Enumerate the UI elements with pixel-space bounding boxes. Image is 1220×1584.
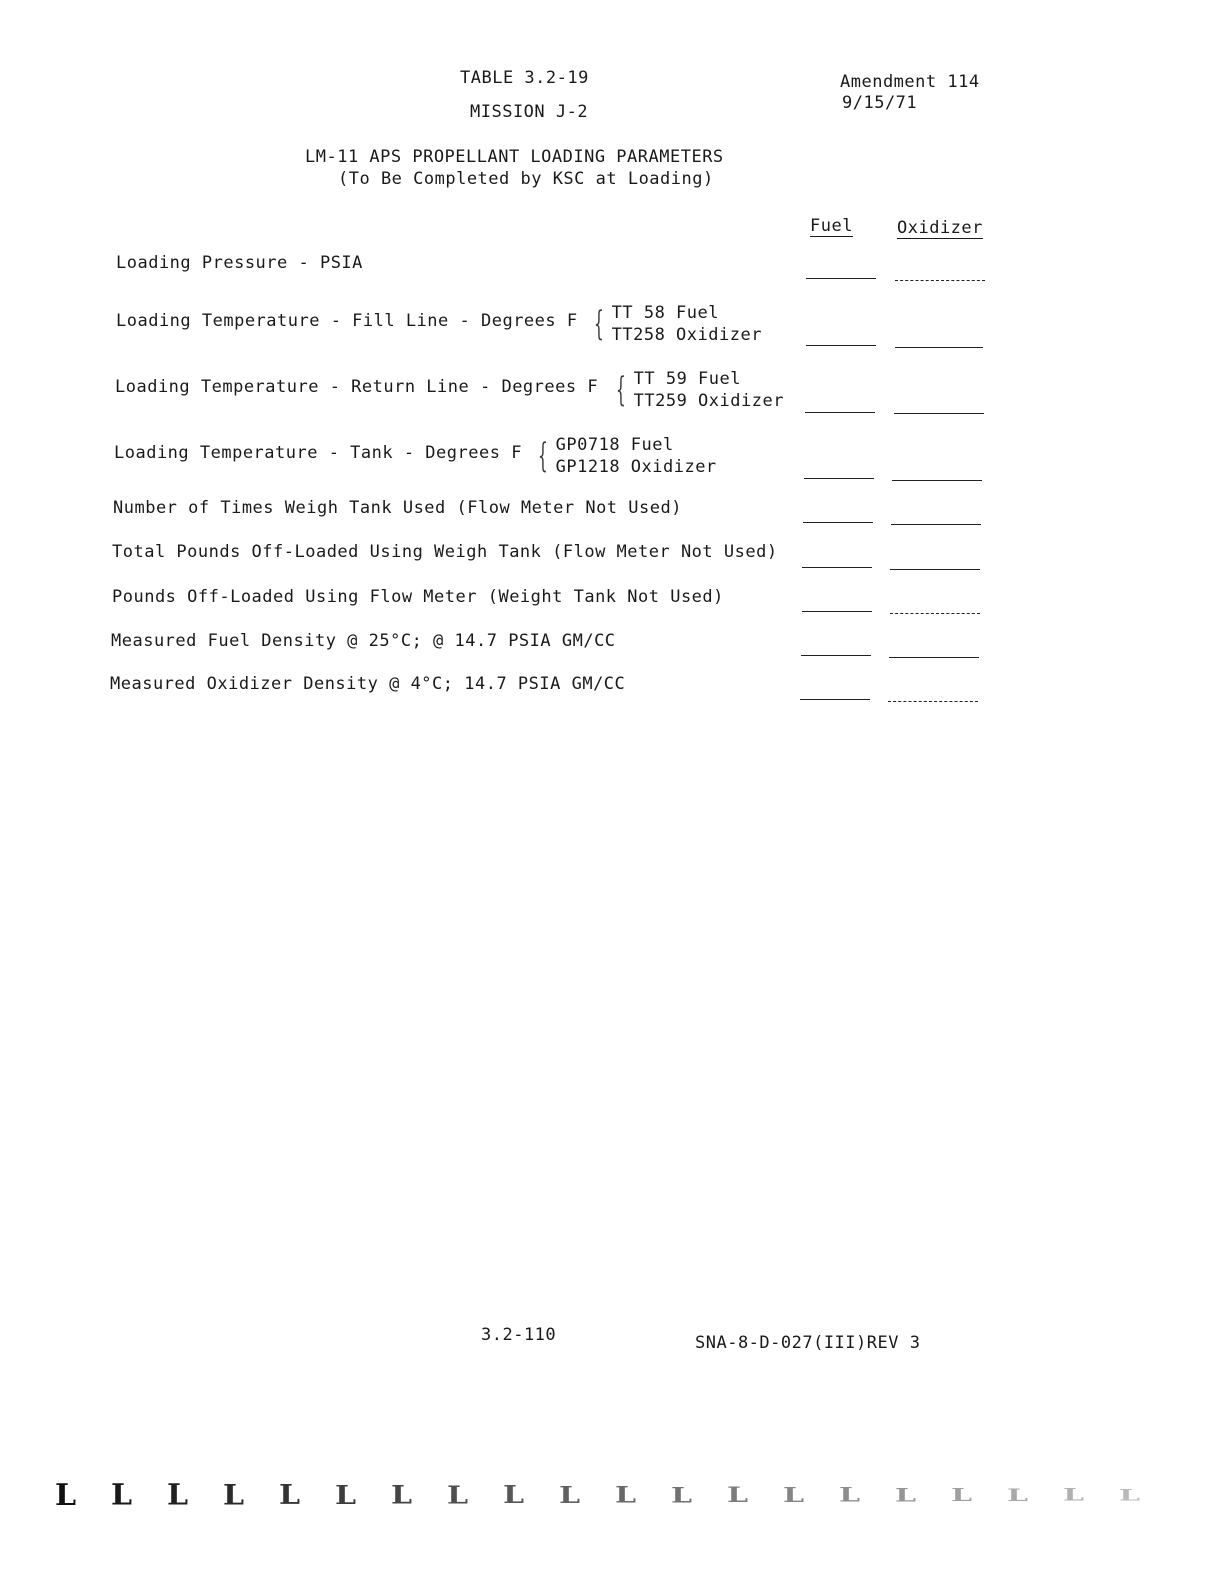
row-label: Pounds Off-Loaded Using Flow Meter (Weight Tank Not Used): [112, 587, 724, 607]
scan-mark: L: [615, 1482, 637, 1509]
sensor-reference-group: [532, 434, 717, 478]
amendment-label: Amendment 114: [840, 72, 980, 92]
row-label: Loading Temperature - Return Line - Degrees F: [115, 377, 599, 397]
column-header-oxidizer: Oxidizer: [897, 218, 983, 238]
scan-mark: L: [839, 1484, 861, 1507]
row-label: Loading Temperature - Tank - Degrees F: [114, 443, 522, 463]
scan-mark: L: [503, 1481, 525, 1510]
oxidizer-entry-blank[interactable]: [889, 657, 979, 658]
scan-mark: L: [559, 1481, 581, 1510]
scan-mark: L: [951, 1485, 973, 1506]
scan-mark: L: [55, 1478, 77, 1513]
amendment-date: 9/15/71: [842, 93, 918, 113]
row-label: Loading Pressure - PSIA: [116, 253, 363, 273]
oxidizer-entry-blank[interactable]: [895, 347, 983, 348]
scan-marks: [55, 1478, 1175, 1513]
oxidizer-sensor-ref: TT258 Oxidizer: [611, 325, 762, 345]
mission-label: MISSION J-2: [470, 102, 589, 122]
oxidizer-entry-blank[interactable]: [890, 569, 980, 570]
page-subtitle: (To Be Completed by KSC at Loading): [338, 169, 714, 189]
table-number: TABLE 3.2-19: [460, 68, 589, 88]
row-label: Number of Times Weigh Tank Used (Flow Meter Not Used): [113, 498, 682, 518]
page-title: LM-11 APS PROPELLANT LOADING PARAMETERS: [305, 147, 724, 167]
brace-icon: {: [593, 304, 604, 344]
scan-mark: L: [1063, 1485, 1085, 1506]
fuel-sensor-ref: TT 59 Fuel: [633, 369, 741, 389]
fuel-entry-blank[interactable]: [803, 522, 873, 523]
brace-icon: {: [615, 370, 626, 410]
row-label: Measured Oxidizer Density @ 4°C; 14.7 PSIA GM/CC: [110, 674, 626, 694]
fuel-entry-blank[interactable]: [801, 655, 871, 656]
scan-mark: L: [671, 1482, 693, 1509]
brace-icon: {: [537, 436, 548, 476]
scan-mark: L: [447, 1481, 469, 1510]
scan-mark: L: [223, 1479, 245, 1512]
oxidizer-entry-blank[interactable]: [890, 613, 980, 614]
scan-mark: L: [279, 1479, 301, 1512]
fuel-entry-blank[interactable]: [804, 478, 874, 479]
oxidizer-entry-blank[interactable]: [891, 524, 981, 525]
oxidizer-entry-blank[interactable]: [894, 413, 984, 414]
scan-mark: L: [895, 1484, 917, 1507]
document-id: SNA-8-D-027(III)REV 3: [695, 1333, 921, 1353]
scan-mark: L: [1119, 1486, 1141, 1505]
oxidizer-entry-blank[interactable]: [892, 480, 982, 481]
fuel-entry-blank[interactable]: [802, 611, 872, 612]
page-number: 3.2-110: [481, 1325, 557, 1345]
fuel-entry-blank[interactable]: [806, 345, 876, 346]
fuel-entry-blank[interactable]: [805, 412, 875, 413]
sensor-reference-group: [610, 368, 784, 412]
scan-mark: L: [111, 1478, 133, 1513]
fuel-entry-blank[interactable]: [800, 699, 870, 700]
oxidizer-entry-blank[interactable]: [888, 701, 978, 702]
scan-mark: L: [783, 1483, 805, 1508]
row-label: Total Pounds Off-Loaded Using Weigh Tank (Flow Meter Not Used): [112, 542, 778, 562]
scan-mark: L: [391, 1480, 413, 1511]
scan-mark: L: [727, 1483, 749, 1508]
row-label: Loading Temperature - Fill Line - Degrees F: [116, 311, 578, 331]
scan-mark: L: [335, 1480, 357, 1511]
column-header-fuel: Fuel: [810, 216, 853, 236]
oxidizer-sensor-ref: GP1218 Oxidizer: [555, 457, 717, 477]
fuel-entry-blank[interactable]: [806, 278, 876, 279]
fuel-sensor-ref: GP0718 Fuel: [555, 435, 674, 455]
fuel-sensor-ref: TT 58 Fuel: [611, 303, 719, 323]
scan-mark: L: [167, 1478, 189, 1513]
fuel-entry-blank[interactable]: [802, 567, 872, 568]
oxidizer-sensor-ref: TT259 Oxidizer: [633, 391, 784, 411]
row-label: Measured Fuel Density @ 25°C; @ 14.7 PSIA GM/CC: [111, 631, 616, 651]
scan-mark: L: [1007, 1485, 1029, 1506]
oxidizer-entry-blank[interactable]: [895, 280, 985, 281]
sensor-reference-group: [588, 302, 762, 346]
